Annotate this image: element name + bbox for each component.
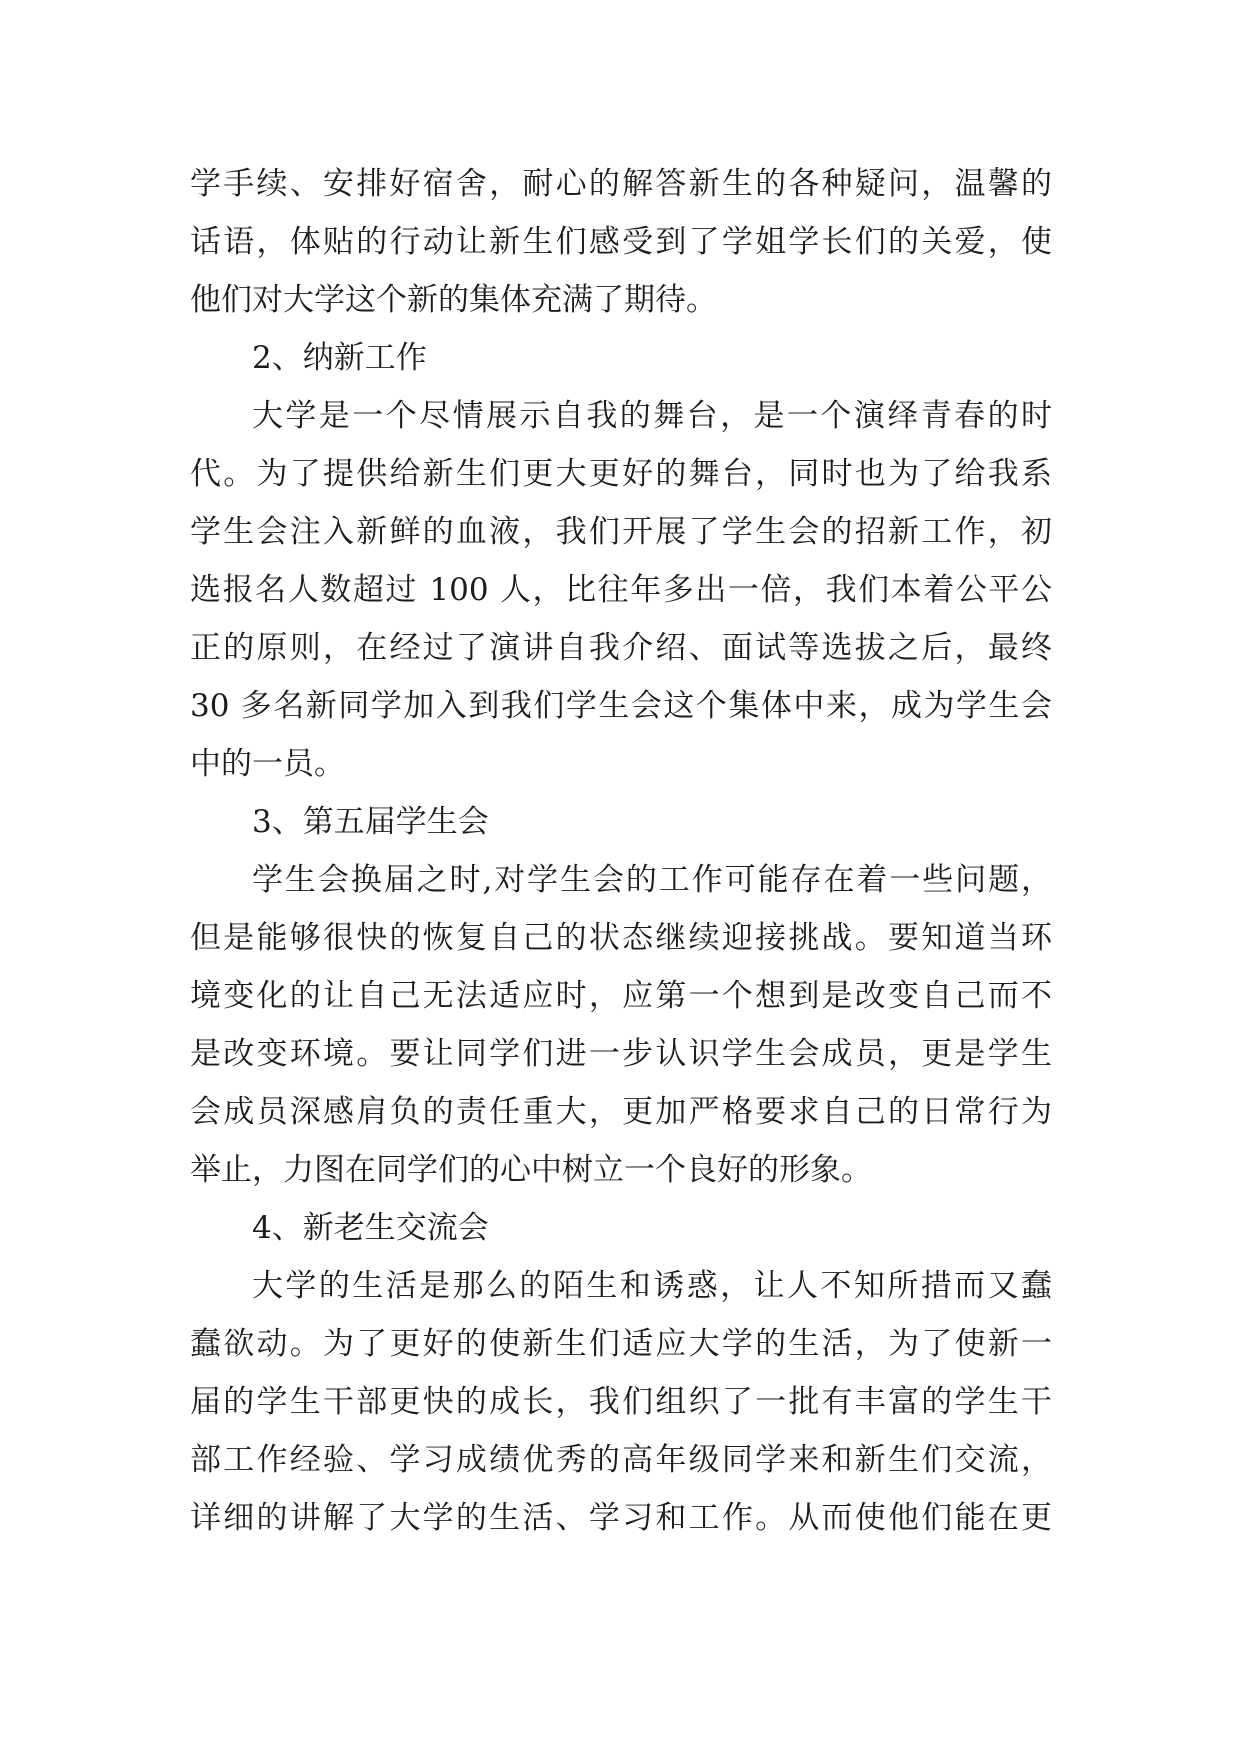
paragraph-continuation [190, 155, 1052, 329]
text-line: 大学是一个尽情展示自我的舞台，是一个演绎青春的时 [252, 398, 1052, 434]
text-line: 但是能够很快的恢复自己的状态继续迎接挑战。要知道当环 [190, 920, 1052, 956]
paragraph-fifth-council [190, 851, 1052, 1199]
text-line: 部工作经验、学习成绩优秀的高年级同学来和新生们交流， [190, 1442, 1052, 1478]
text-line: 学生会注入新鲜的血液，我们开展了学生会的招新工作，初 [190, 514, 1052, 550]
paragraph-exchange-meeting [190, 1257, 1052, 1547]
text-line: 学生会换届之时,对学生会的工作可能存在着一些问题， [252, 862, 1052, 898]
text-line: 境变化的让自己无法适应时，应第一个想到是改变自己而不 [190, 978, 1052, 1014]
text-line: 中的一员。 [190, 746, 345, 782]
section-heading-fifth-council: 3、第五届学生会 [252, 804, 489, 840]
paragraph-recruitment [190, 387, 1052, 793]
text-line: 选报名人数超过 100 人，比往年多出一倍，我们本着公平公 [190, 572, 1052, 608]
document-page [190, 155, 1052, 1547]
section-heading-exchange-meeting: 4、新老生交流会 [252, 1210, 489, 1246]
text-line: 他们对大学这个新的集体充满了期待。 [190, 282, 717, 318]
text-line: 学手续、安排好宿舍，耐心的解答新生的各种疑问，温馨的 [190, 166, 1052, 202]
section-heading-recruitment: 2、纳新工作 [252, 340, 427, 376]
text-line: 举止，力图在同学们的心中树立一个良好的形象。 [190, 1152, 872, 1188]
text-line: 会成员深感肩负的责任重大，更加严格要求自己的日常行为 [190, 1094, 1052, 1130]
text-line: 届的学生干部更快的成长，我们组织了一批有丰富的学生干 [190, 1384, 1052, 1420]
text-line: 蠢欲动。为了更好的使新生们适应大学的生活，为了使新一 [190, 1326, 1052, 1362]
text-line: 正的原则，在经过了演讲自我介绍、面试等选拔之后，最终 [190, 630, 1052, 666]
text-line: 话语，体贴的行动让新生们感受到了学姐学长们的关爱，使 [190, 224, 1052, 260]
text-line: 是改变环境。要让同学们进一步认识学生会成员，更是学生 [190, 1036, 1052, 1072]
text-line: 大学的生活是那么的陌生和诱惑，让人不知所措而又蠢 [252, 1268, 1052, 1304]
text-line: 详细的讲解了大学的生活、学习和工作。从而使他们能在更 [190, 1500, 1052, 1536]
text-line: 30 多名新同学加入到我们学生会这个集体中来，成为学生会 [190, 688, 1052, 724]
text-line: 代。为了提供给新生们更大更好的舞台，同时也为了给我系 [190, 456, 1052, 492]
